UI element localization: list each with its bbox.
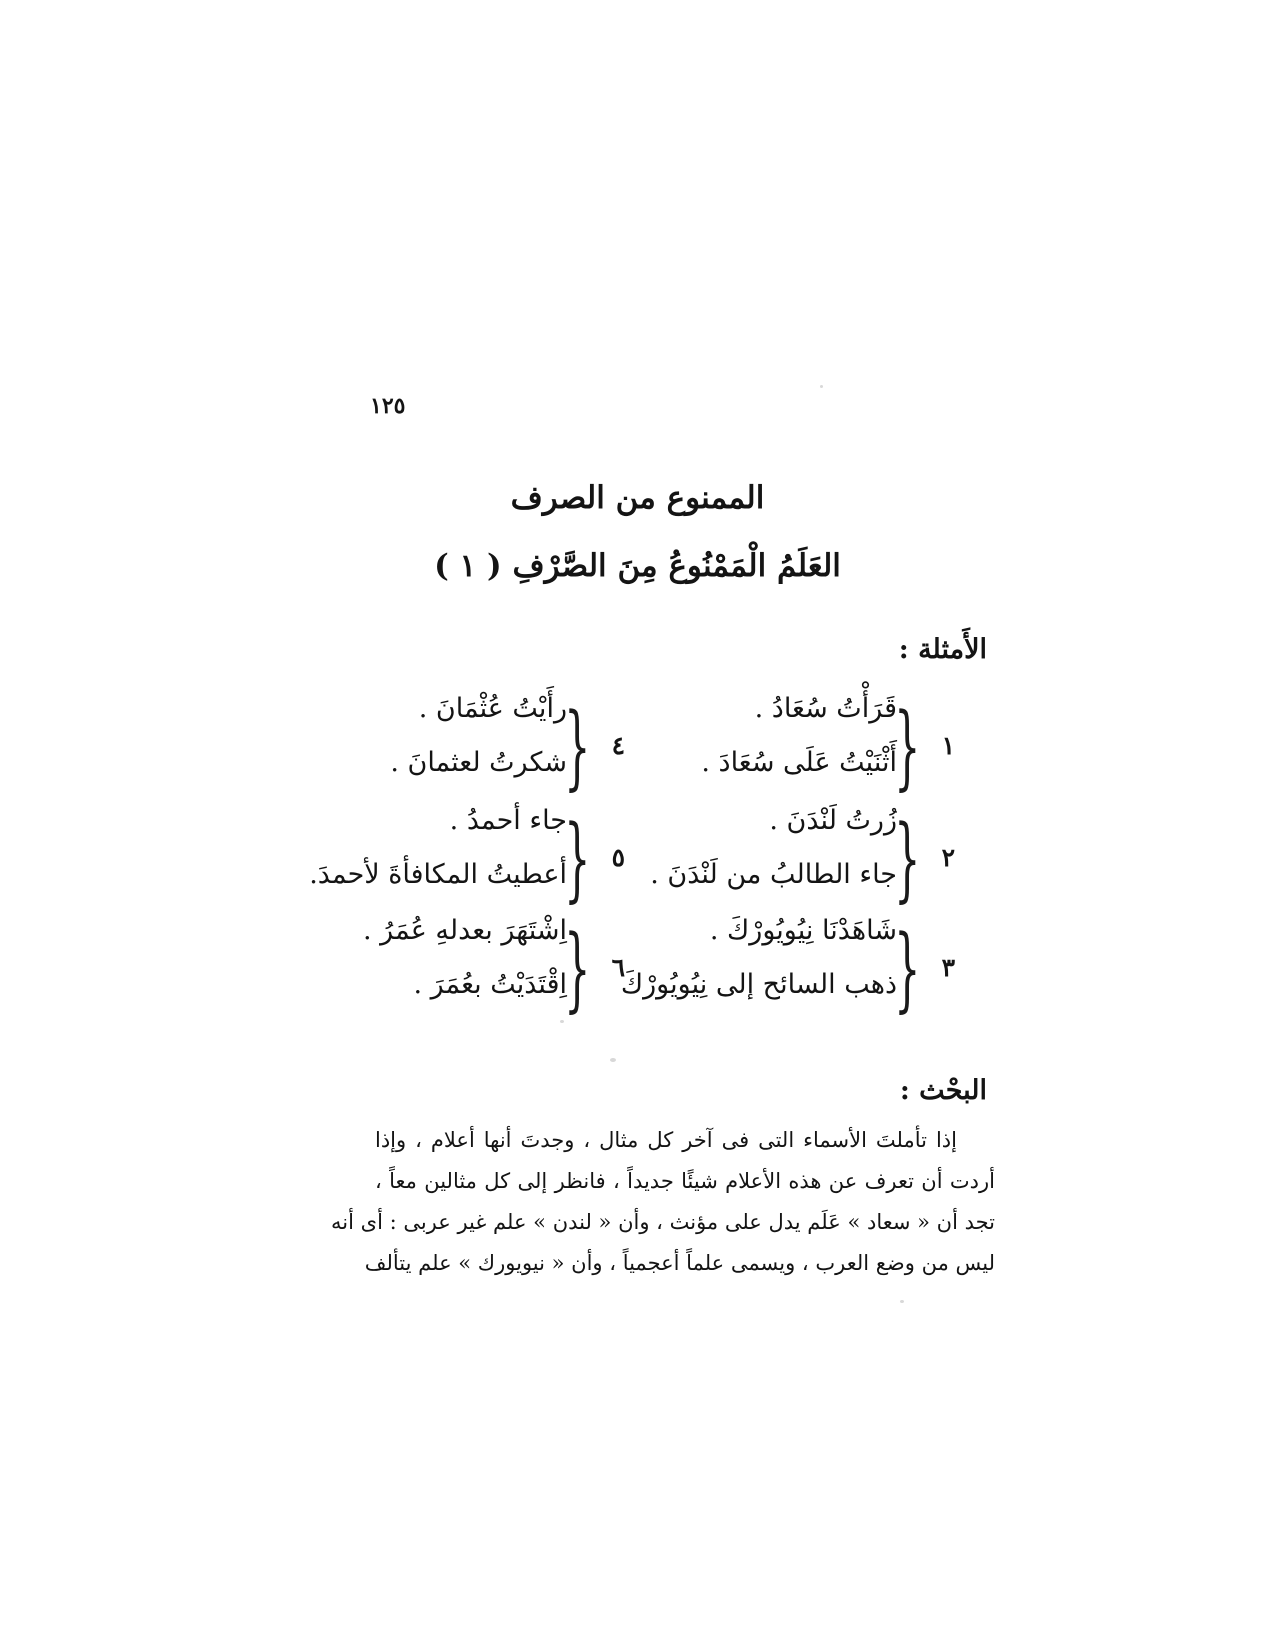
example-line: رأَيْتُ عُثْمَانَ . [418,693,567,724]
example-line: أَثْنَيْتُ عَلَى سُعَادَ . [701,747,897,778]
scan-speck [560,1020,564,1023]
example-number: ١ [941,731,955,760]
example-number: ٦ [611,953,625,982]
brace-icon: { [894,693,921,800]
example-group-5 [225,805,625,915]
example-line: جاء الطالبُ من لَنْدَنَ . [650,859,897,890]
example-line: اِشْتَهَرَ بعدلهِ عُمَرُ . [363,915,567,946]
example-line: اِقْتَدَيْتُ بعُمَرَ . [413,969,567,1000]
example-number: ٣ [941,953,955,982]
example-group-6 [225,915,625,1025]
example-line: جاء أحمدُ . [449,805,567,836]
paragraph-line: أردت أن تعرف عن هذه الأعلام شيئًا جديداً ، فانظر إلى كل مثالين معاً ، [375,1169,995,1193]
section-subtitle: ( ١ ) العَلَمُ الْمَمْنُوعُ مِنَ الصَّرْفِ [434,548,841,584]
example-number: ٤ [611,731,625,760]
page-number: ١٢٥ [370,393,406,419]
brace-icon: { [894,915,921,1022]
example-line: زُرتُ لَنْدَنَ . [769,805,897,836]
example-line: شكرتُ لعثمانَ . [390,747,567,778]
example-group-4 [225,693,625,803]
page-title: الممنوع من الصرف [510,480,765,516]
scan-speck [610,1058,616,1062]
paragraph-line: إذا تأملتَ الأسماء التى فى آخر كل مثال ، وجدتَ أنها أعلام ، وإذا [375,1128,957,1152]
brace-icon: { [564,915,591,1022]
brace-icon: { [564,693,591,800]
research-paragraph [331,1120,995,1284]
examples-heading: الأَمثلة : [898,634,987,665]
example-number: ٥ [611,843,625,872]
paragraph-line: ليس من وضع العرب ، ويسمى علماً أعجمياً ، وأن « نيويورك » علم يتألف [364,1251,995,1275]
example-line: شَاهَدْنَا نِيُويُورْكَ . [709,915,897,946]
example-number: ٢ [941,843,955,872]
research-heading: البحْث : [899,1075,987,1106]
scan-speck [820,385,823,388]
example-line: ذهب السائح إلى نِيُويُورْكَ [620,969,897,1000]
example-line: أعطيتُ المكافأةَ لأحمدَ. [309,859,567,890]
scan-speck [900,1300,904,1303]
example-line: قَرَأْتُ سُعَادُ . [754,693,897,724]
brace-icon: { [894,805,921,912]
brace-icon: { [564,805,591,912]
paragraph-line: تجد أن « سعاد » عَلَم يدل على مؤنث ، وأن « لندن » علم غير عربى : أى أنه [331,1210,995,1234]
